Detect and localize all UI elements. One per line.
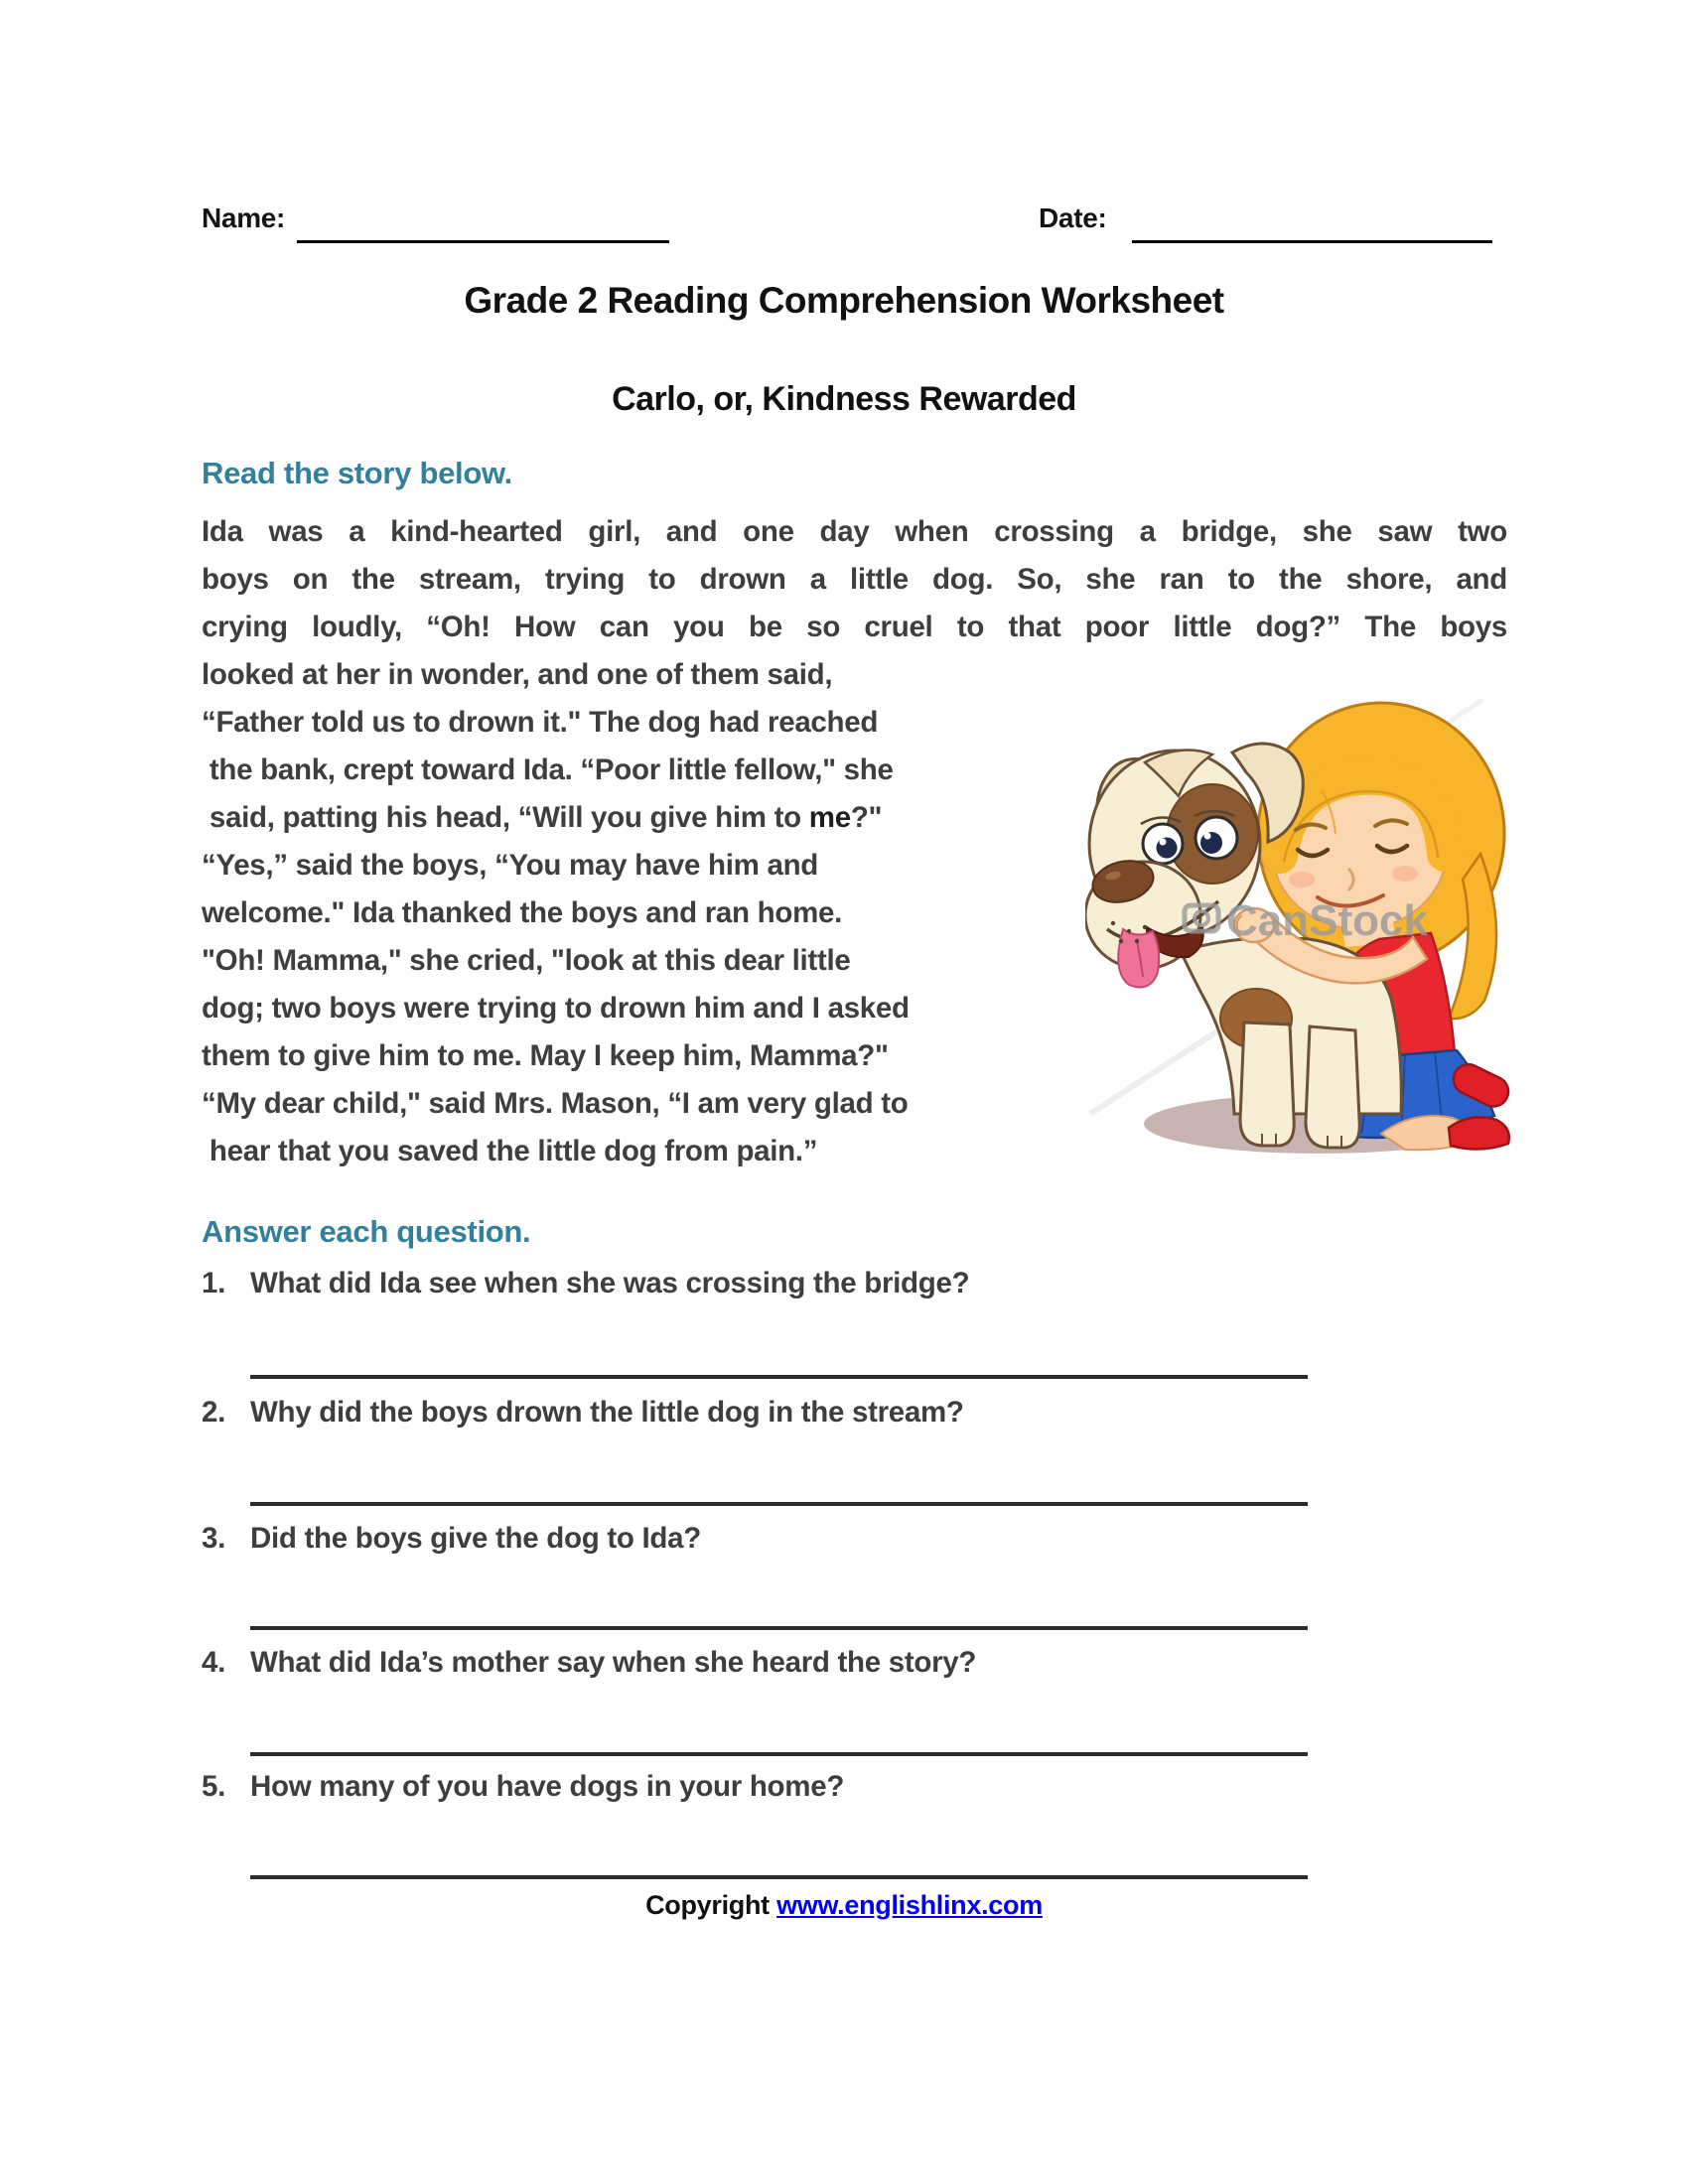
question-number: 2.	[202, 1396, 226, 1429]
date-label: Date:	[1039, 203, 1107, 233]
question-2	[202, 1396, 964, 1430]
question-3	[202, 1522, 701, 1556]
worksheet-title: Grade 2 Reading Comprehension Worksheet	[464, 280, 1224, 321]
story-line: Ida was a kind-hearted girl, and one day when crossing a bridge, she saw two	[202, 515, 1507, 548]
question-text: Did the boys give the dog to Ida?	[250, 1522, 701, 1555]
story-line: "Oh! Mamma," she cried, "look at this dear little	[202, 944, 851, 977]
story-line: welcome." Ida thanked the boys and ran home.	[202, 896, 843, 929]
answer-questions-heading: Answer each question.	[202, 1214, 531, 1249]
girl-hugging-dog-illustration	[1085, 685, 1512, 1161]
story-line: crying loudly, “Oh! How can you be so cruel to that poor little dog?” The boys	[202, 611, 1507, 643]
story-line: “Yes,” said the boys, “You may have him and	[202, 849, 819, 882]
answer-line-4[interactable]	[250, 1752, 1308, 1756]
question-text: What did Ida’s mother say when she heard the story?	[250, 1646, 977, 1679]
story-line-part: said, patting his head, “Will you give him to	[202, 801, 809, 834]
read-story-heading: Read the story below.	[202, 456, 512, 490]
story-line-emphasis: me	[808, 801, 851, 834]
copyright-link[interactable]: www.englishlinx.com	[776, 1890, 1043, 1920]
story-title: Carlo, or, Kindness Rewarded	[612, 380, 1076, 418]
story-line: hear that you saved the little dog from pain.”	[202, 1135, 818, 1167]
story-line: “My dear child," said Mrs. Mason, “I am very glad to	[202, 1087, 909, 1120]
date-blank-line[interactable]	[1132, 240, 1492, 243]
watermark-text: CanStock	[1226, 896, 1428, 945]
question-number: 1.	[202, 1267, 226, 1299]
answer-line-3[interactable]	[250, 1626, 1308, 1630]
question-1	[202, 1267, 969, 1300]
story-line-part: ?"	[850, 801, 883, 834]
question-number: 3.	[202, 1522, 226, 1555]
question-5	[202, 1770, 844, 1804]
question-number: 5.	[202, 1770, 226, 1803]
copyright-label: Copyright	[645, 1890, 770, 1920]
answer-line-1[interactable]	[250, 1375, 1308, 1379]
answer-line-5[interactable]	[250, 1875, 1308, 1879]
answer-line-2[interactable]	[250, 1502, 1308, 1506]
name-blank-line[interactable]	[297, 240, 669, 243]
story-line: boys on the stream, trying to drown a little dog. So, she ran to the shore, and	[202, 563, 1507, 596]
story-line: looked at her in wonder, and one of them said,	[202, 658, 833, 691]
name-label: Name:	[202, 203, 286, 233]
story-line: dog; two boys were trying to drown him and I asked	[202, 992, 910, 1024]
question-text: What did Ida see when she was crossing the bridge?	[250, 1267, 970, 1299]
story-line: “Father told us to drown it." The dog had reached	[202, 706, 879, 739]
copyright-row	[0, 1890, 1688, 1921]
story-line: them to give him to me. May I keep him, Mamma?"	[202, 1039, 889, 1072]
question-text: Why did the boys drown the little dog in the stream?	[250, 1396, 964, 1429]
question-text: How many of you have dogs in your home?	[250, 1770, 845, 1803]
story-line: the bank, crept toward Ida. “Poor little fellow," she	[202, 753, 894, 786]
question-number: 4.	[202, 1646, 226, 1679]
question-4	[202, 1646, 976, 1680]
